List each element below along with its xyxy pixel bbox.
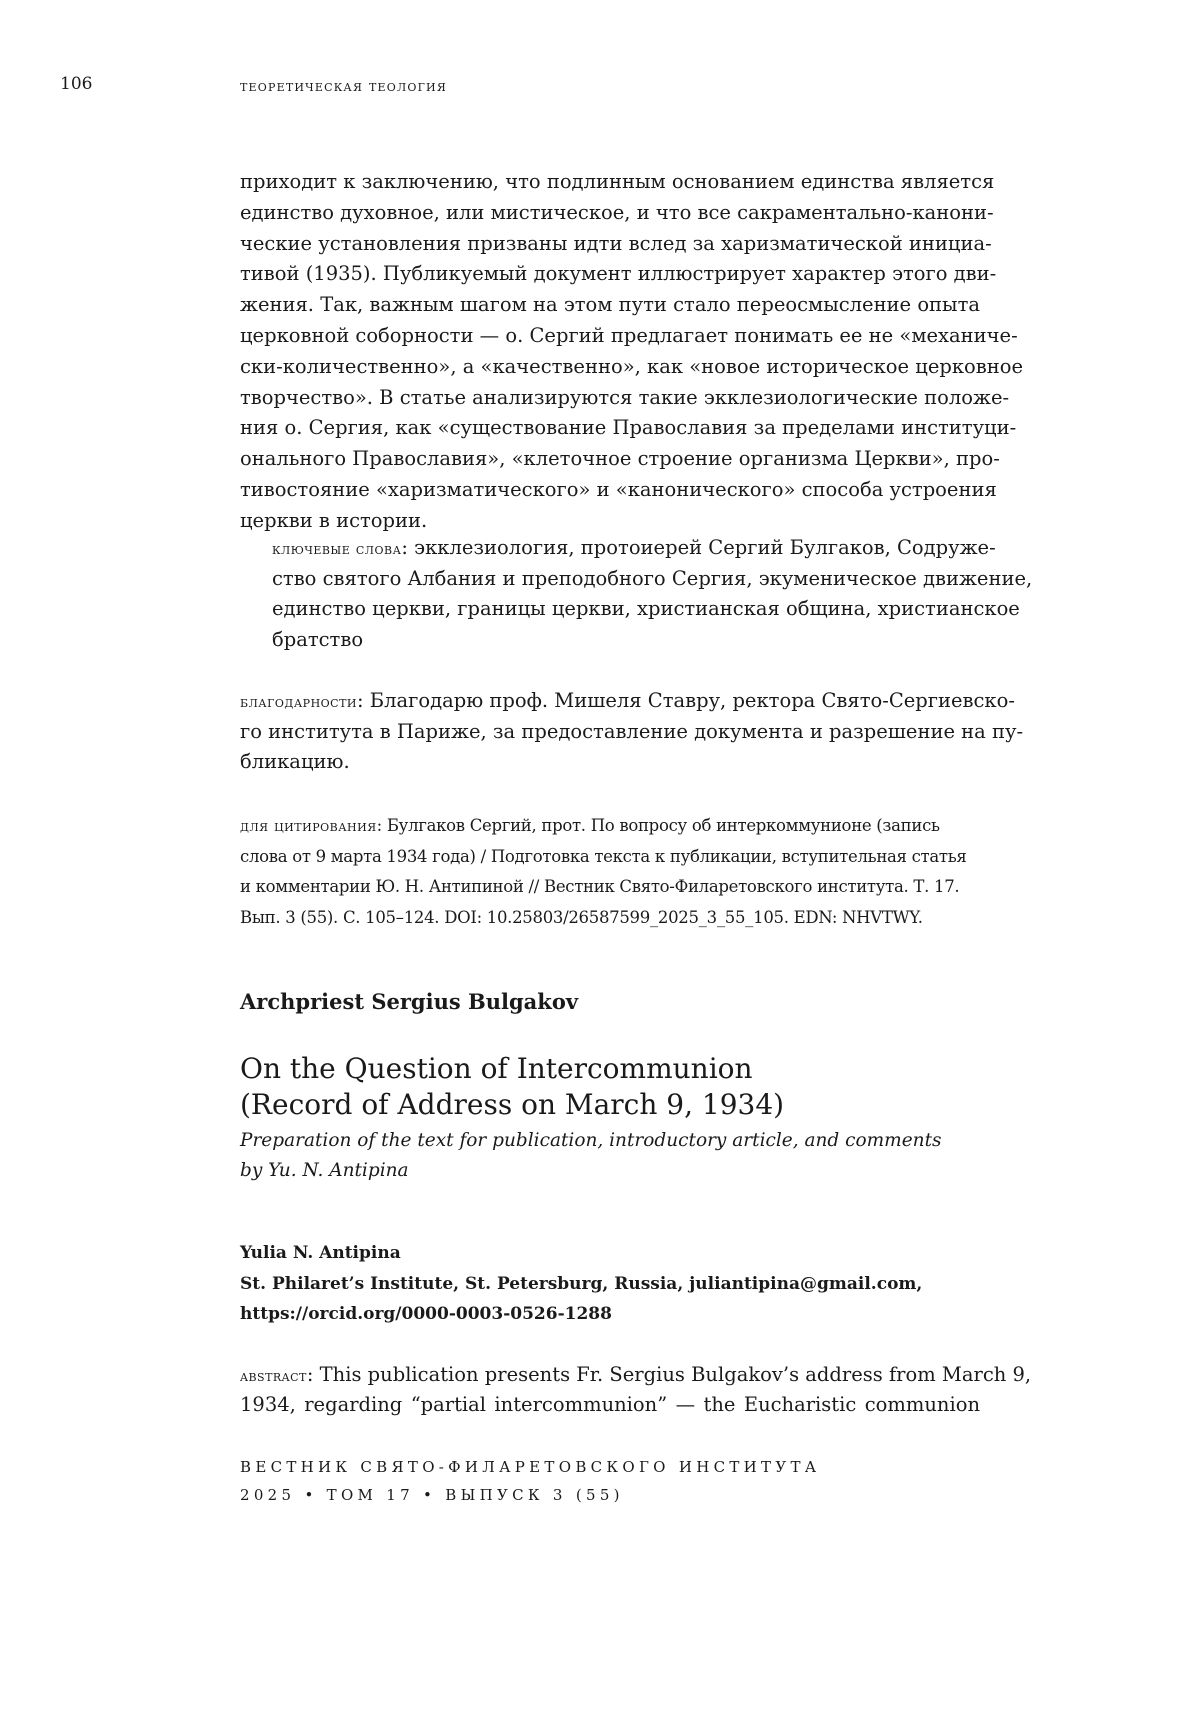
section-label: благодарности [240,692,357,711]
abstract-ru-line: приходит к заключению, что подлинным основанием единства является [240,170,980,194]
keywords-line: ство святого Албания и преподобного Сергия, экуменическое движение, [272,567,980,591]
footer-issue: 2025 • ТОМ 17 • ВЫПУСК 3 (55) [240,1486,624,1504]
affiliation-line: St. Philaret’s Institute, St. Petersburg, Russia, juliantipina@gmail.com, [240,1272,980,1296]
orcid-link[interactable]: https://orcid.org/0000-0003-0526-1288 [240,1302,980,1326]
abstract-ru-line: тивой (1935). Публикуемый документ иллюстрирует характер этого дви- [240,262,980,286]
subtitle-line: by Yu. N. Antipina [240,1159,980,1183]
section-label: для цитирования [240,816,377,835]
article-title-line: On the Question of Intercommunion [240,1052,980,1086]
abstract-ru-line: онального Православия», «клеточное строение организма Церкви», про- [240,447,980,471]
abstract-en-line: 1934, regarding “partial intercommunion” — the Eucharistic communion [240,1393,980,1417]
acknowledgments-line: бликацию. [240,750,980,774]
affiliation-name: Yulia N. Antipina [240,1241,980,1265]
section-text: : Благодарю проф. Мишеля Ставру, ректора Свято-Сергиевско- [357,689,1015,712]
abstract-ru-line: церковной соборности — о. Сергий предлагает понимать ее не «механиче- [240,324,980,348]
citation-line [240,814,980,838]
subtitle-line: Preparation of the text for publication, introductory article, and comments [240,1129,980,1153]
keywords-line: единство церкви, границы церкви, христианская община, христианское [272,597,980,621]
citation-line: Вып. 3 (55). С. 105–124. DOI: 10.25803/26587599_2025_3_55_105. EDN: NHVTWY. [240,906,980,930]
page-number: 106 [60,74,92,94]
footer-journal: ВЕСТНИК СВЯТО-ФИЛАРЕТОВСКОГО ИНСТИТУТА [240,1458,820,1476]
author-name: Archpriest Sergius Bulgakov [240,990,980,1014]
abstract-ru-line: ния о. Сергия, как «существование Православия за пределами институци- [240,416,980,440]
abstract-ru-line: творчество». В статье анализируются такие экклезиологические положе- [240,386,980,410]
citation-line: и комментарии Ю. Н. Антипиной // Вестник Свято-Филаретовского института. Т. 17. [240,875,980,899]
abstract-ru-line: тивостояние «харизматического» и «канонического» способа устроения [240,478,980,502]
section-label: ключевые слова [272,539,401,558]
acknowledgments-line [240,689,980,714]
abstract-en-line [240,1363,980,1388]
keywords-line [272,536,980,561]
abstract-ru-line: единство духовное, или мистическое, и что все сакраментально-канони- [240,201,980,225]
section-text: : Булгаков Сергий, прот. По вопросу об интеркоммунионе (запись [377,816,940,835]
article-title-line: (Record of Address on March 9, 1934) [240,1088,980,1122]
abstract-ru-line: ческие установления призваны идти вслед за харизматической инициа- [240,232,980,256]
running-title: теоретическая теология [240,77,447,95]
abstract-text: : This publication presents Fr. Sergius Bulgakov’s address from March 9, [307,1363,1031,1386]
abstract-ru-line: церкви в истории. [240,509,980,533]
acknowledgments-line: го института в Париже, за предоставление документа и разрешение на пу- [240,720,980,744]
abstract-ru-line: жения. Так, важным шагом на этом пути стало переосмысление опыта [240,293,980,317]
section-text: : экклезиология, протоиерей Сергий Булгаков, Содруже- [401,536,995,559]
citation-line: слова от 9 марта 1934 года) / Подготовка текста к публикации, вступительная статья [240,845,980,869]
abstract-ru-line: ски-количественно», а «качественно», как «новое историческое церковное [240,355,980,379]
abstract-label: abstract [240,1366,307,1385]
keywords-line: братство [272,628,980,652]
